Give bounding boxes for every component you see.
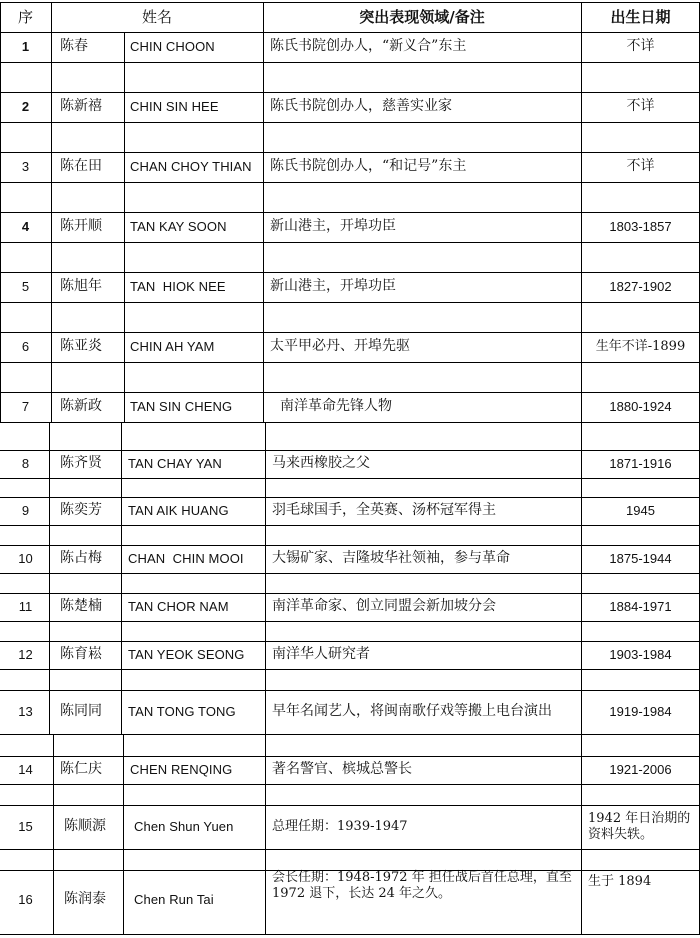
rule <box>0 272 700 273</box>
row-16-note: 会长任期：1948-1972 年 担任战后首任总理，直至 1972 退下，长达 24 年之久。 <box>272 870 572 902</box>
row-4-no: 4 <box>21 218 30 234</box>
rule <box>0 422 700 423</box>
row-5-no: 5 <box>21 278 30 294</box>
row-10-no: 10 <box>18 550 33 566</box>
row-12-name-cn: 陈育崧 <box>60 646 102 663</box>
rule <box>0 362 700 363</box>
row-10-name-en: CHAN CHIN MOOI <box>128 550 244 566</box>
row-9-birth: 1945 <box>626 502 655 518</box>
row-14-name-en: CHEN RENQING <box>130 761 233 777</box>
row-15-name-en: Chen Shun Yuen <box>134 818 234 834</box>
rule <box>0 92 700 93</box>
rule <box>0 2 700 3</box>
row-14-name-cn: 陈仁庆 <box>60 761 102 778</box>
rule <box>0 525 700 526</box>
rule <box>0 805 700 806</box>
row-1-name-en: CHIN CHOON <box>130 38 215 54</box>
header-name: 姓名 <box>141 7 172 26</box>
rule <box>0 641 700 642</box>
row-8-birth: 1871-1916 <box>609 455 672 471</box>
row-10-name-cn: 陈占梅 <box>60 550 102 567</box>
row-10-birth: 1875-1944 <box>609 550 672 566</box>
row-15-no: 15 <box>18 818 33 834</box>
header-note: 突出表现领域/备注 <box>359 7 485 26</box>
rule <box>123 734 124 934</box>
row-11-no: 11 <box>18 598 33 614</box>
header-birth: 出生日期 <box>610 7 671 26</box>
rule <box>0 497 700 498</box>
rule <box>0 212 700 213</box>
row-9-name-en: TAN AIK HUANG <box>128 502 229 518</box>
row-1-note: 陈氏书院创办人，“新义合”东主 <box>270 38 467 55</box>
row-4-name-cn: 陈开顺 <box>60 218 102 235</box>
row-1-name-cn: 陈春 <box>60 38 88 55</box>
rule <box>581 2 582 422</box>
rule <box>0 756 700 757</box>
row-14-no: 14 <box>18 761 33 777</box>
row-2-name-cn: 陈新禧 <box>60 98 102 115</box>
row-16-name-en: Chen Run Tai <box>134 891 214 907</box>
row-11-name-cn: 陈楚楠 <box>60 598 102 615</box>
rule <box>0 734 700 735</box>
row-8-name-cn: 陈齐贤 <box>60 455 102 472</box>
rule <box>581 422 582 734</box>
rule <box>51 2 52 422</box>
row-7-birth: 1880-1924 <box>609 398 672 414</box>
row-2-name-en: CHIN SIN HEE <box>130 98 219 114</box>
row-13-name-en: TAN TONG TONG <box>128 703 236 719</box>
row-3-no: 3 <box>21 158 30 174</box>
row-12-note: 南洋华人研究者 <box>272 646 370 663</box>
row-6-name-en: CHIN AH YAM <box>130 338 215 354</box>
rule <box>0 242 700 243</box>
rule <box>0 690 700 691</box>
rule <box>0 122 700 123</box>
rule <box>0 32 700 33</box>
row-5-name-en: TAN HIOK NEE <box>130 278 226 294</box>
rule <box>53 734 54 934</box>
row-7-name-en: TAN SIN CHENG <box>130 398 233 414</box>
row-2-birth: 不详 <box>626 98 655 115</box>
rule <box>0 870 700 871</box>
rule <box>0 450 700 451</box>
rule <box>0 621 700 622</box>
rule <box>265 734 266 934</box>
row-8-name-en: TAN CHAY YAN <box>128 455 222 471</box>
row-15-note: 总理任期：1939-1947 <box>272 818 408 834</box>
rule <box>0 302 700 303</box>
rule <box>0 593 700 594</box>
row-3-birth: 不详 <box>626 158 655 175</box>
rule <box>124 32 125 422</box>
row-5-note: 新山港主，开埠功臣 <box>270 278 396 295</box>
row-5-name-cn: 陈旭年 <box>60 278 102 295</box>
row-13-name-cn: 陈同同 <box>60 703 102 720</box>
rule <box>0 849 700 850</box>
row-13-no: 13 <box>18 703 33 719</box>
header-index: 序 <box>17 7 33 26</box>
row-8-no: 8 <box>21 455 30 471</box>
row-2-note: 陈氏书院创办人，慈善实业家 <box>270 98 452 115</box>
rule <box>581 734 582 934</box>
row-8-note: 马来西橡胶之父 <box>272 455 370 472</box>
row-7-note: 南洋革命先锋人物 <box>280 398 392 415</box>
rule <box>0 478 700 479</box>
row-4-name-en: TAN KAY SOON <box>130 218 227 234</box>
rule <box>0 2 1 422</box>
rule <box>0 392 700 393</box>
rule <box>263 2 264 422</box>
rule <box>0 934 700 935</box>
row-11-name-en: TAN CHOR NAM <box>128 598 229 614</box>
row-16-name-cn: 陈润泰 <box>64 891 106 908</box>
row-4-birth: 1803-1857 <box>609 218 672 234</box>
row-2-no: 2 <box>21 98 30 114</box>
row-13-birth: 1919-1984 <box>609 703 672 719</box>
row-14-note: 著名警官、槟城总警长 <box>272 761 412 778</box>
rule <box>0 784 700 785</box>
row-7-no: 7 <box>21 398 30 414</box>
row-6-name-cn: 陈亚炎 <box>60 338 102 355</box>
rule <box>0 332 700 333</box>
row-15-birth: 1942 年日治期的资料失轶。 <box>588 810 691 842</box>
row-11-note: 南洋革命家、创立同盟会新加坡分会 <box>272 598 496 615</box>
row-3-name-en: CHAN CHOY THIAN <box>130 158 252 174</box>
row-1-birth: 不详 <box>626 38 655 55</box>
rule <box>0 573 700 574</box>
rule <box>0 182 700 183</box>
rule <box>0 152 700 153</box>
row-12-birth: 1903-1984 <box>609 646 672 662</box>
rule <box>49 422 50 734</box>
rule <box>0 62 700 63</box>
row-4-note: 新山港主，开埠功臣 <box>270 218 396 235</box>
rule <box>0 669 700 670</box>
row-12-no: 12 <box>18 646 33 662</box>
row-14-birth: 1921-2006 <box>609 761 672 777</box>
row-11-birth: 1884-1971 <box>609 598 672 614</box>
row-16-no: 16 <box>18 891 33 907</box>
rule <box>265 422 266 734</box>
row-6-birth: 生年不详-1899 <box>595 338 686 354</box>
row-5-birth: 1827-1902 <box>609 278 672 294</box>
row-10-note: 大锡矿家、吉隆坡华社领袖，参与革命 <box>272 550 510 567</box>
row-9-no: 9 <box>21 502 30 518</box>
row-15-name-cn: 陈顺源 <box>64 818 106 835</box>
row-9-note: 羽毛球国手，全英赛、汤杯冠军得主 <box>272 502 496 519</box>
row-13-note: 早年名闻艺人，将闽南歌仔戏等搬上电台演出 <box>272 703 552 720</box>
row-6-no: 6 <box>21 338 30 354</box>
row-1-no: 1 <box>21 38 30 54</box>
row-16-birth: 生于 1894 <box>588 874 652 889</box>
rule <box>0 545 700 546</box>
rule <box>121 422 122 734</box>
row-3-name-cn: 陈在田 <box>60 158 102 175</box>
row-9-name-cn: 陈奕芳 <box>60 502 102 519</box>
row-12-name-en: TAN YEOK SEONG <box>128 646 245 662</box>
row-7-name-cn: 陈新政 <box>60 398 102 415</box>
row-3-note: 陈氏书院创办人，“和记号”东主 <box>270 158 467 175</box>
row-6-note: 太平甲必丹、开埠先驱 <box>270 338 410 355</box>
